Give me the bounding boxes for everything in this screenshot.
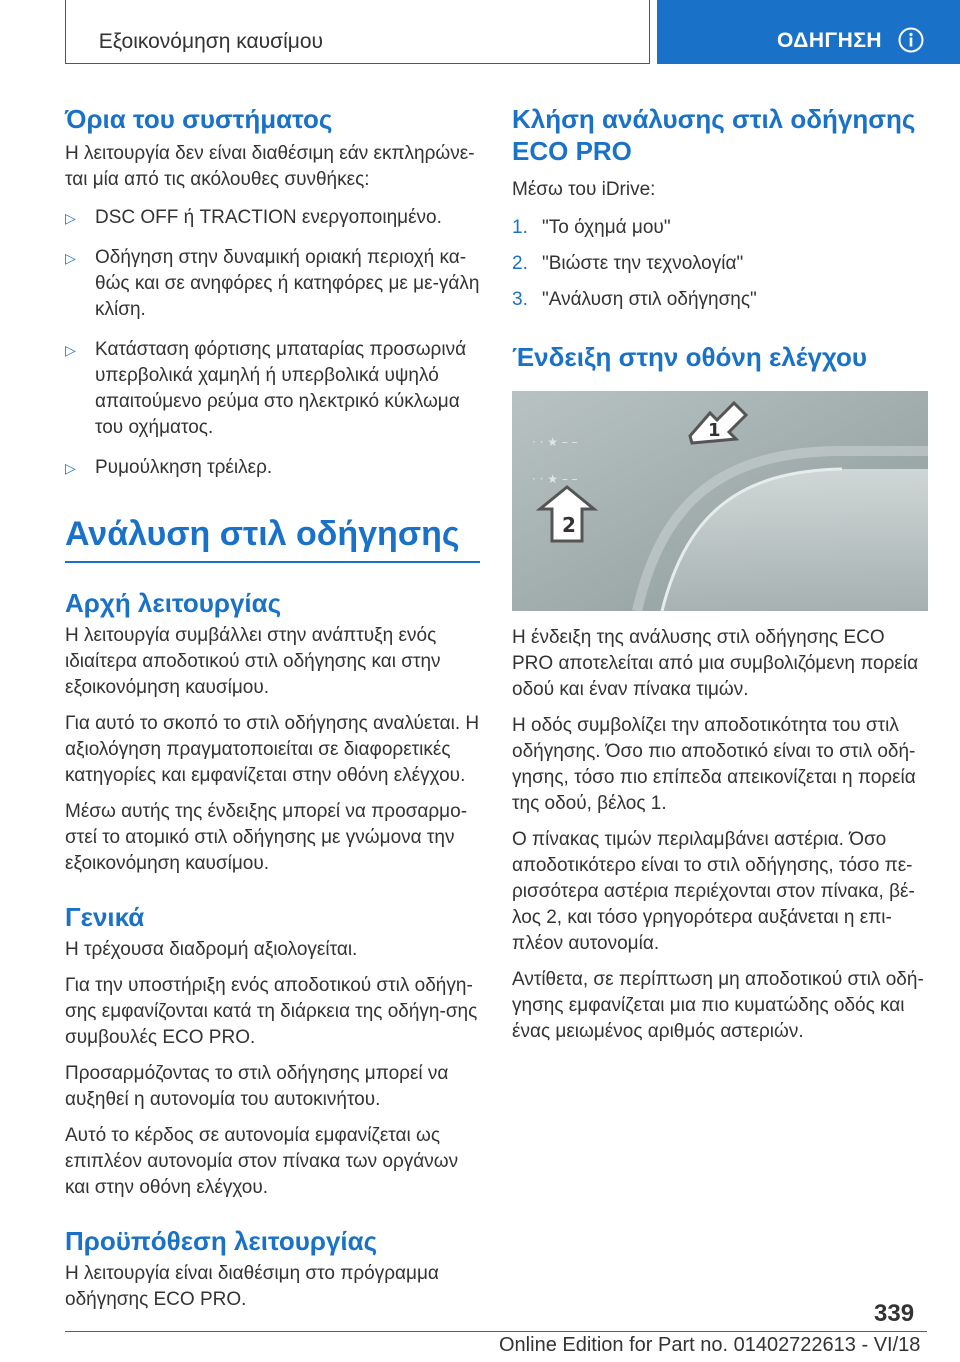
display-heading: Ένδειξη στην οθόνη ελέγχου <box>512 342 868 372</box>
limits-item-text: DSC OFF ή TRACTION ενεργοποιημένο. <box>95 207 442 228</box>
svg-text:· · ★ – –: · · ★ – – <box>532 435 578 449</box>
principle-paragraph: Για αυτό το σκοπό το στιλ οδήγησης αναλύεται. Η αξιολόγηση πραγματοποιείται σε διαφορετικές κατηγορίες και εμφανίζεται στην οθόνη ελέγχου. <box>65 713 480 786</box>
left-column <box>65 100 480 1313</box>
info-icon[interactable] <box>898 27 924 53</box>
figure-label-1: 1 <box>708 420 721 441</box>
limits-item-text: Κατάσταση φόρτισης μπαταρίας προσωρινά υπερβολικά χαμηλή ή υπερβολικά υψηλό απαιτούμενο ρεύμα στο ηλεκτρικό κύκλωμα του οχήματος. <box>95 339 467 438</box>
step-number: 3. <box>512 289 528 310</box>
bullet-triangle-icon: ▷ <box>65 210 76 226</box>
header-chapter-label: ΟΔΗΓΗΣΗ <box>777 29 883 52</box>
display-paragraph: Η ένδειξη της ανάλυσης στιλ οδήγησης ECO PRO αποτελείται από μια συμβολιζόμενη πορεία οδού και έναν πίνακα τιμών. <box>512 627 919 700</box>
principle-heading: Αρχή λειτουργίας <box>65 588 282 618</box>
principle-paragraph: Μέσω αυτής της ένδειξης μπορεί να προσαρμο-στεί το ατομικό στιλ οδήγησης με γνώμονα την εξοικονόμηση καυσίμου. <box>65 801 468 874</box>
limits-item-text: Οδήγηση στην δυναμική οριακή περιοχή κα-θώς και σε ανηφόρες ή κατηφόρες με με-γάλη κλίση. <box>95 247 480 320</box>
svg-text:· · ★ – –: · · ★ – – <box>532 472 578 486</box>
bullet-triangle-icon: ▷ <box>65 250 76 266</box>
call-step <box>512 251 928 277</box>
step-text: "Ανάλυση στιλ οδήγησης" <box>542 289 757 310</box>
limits-item <box>65 205 480 231</box>
header-chapter-tab[interactable] <box>657 0 960 64</box>
footer-divider <box>65 1331 927 1332</box>
header-section-title: Εξοικονόμηση καυσίμου <box>98 30 323 53</box>
limits-intro: Η λειτουργία δεν είναι διαθέσιμη εάν εκπληρώνε-ται μία από τις ακόλουθες συνθήκες: <box>65 143 475 190</box>
display-paragraph: Ο πίνακας τιμών περιλαμβάνει αστέρια. Όσο αποδοτικότερο είναι το στιλ οδήγησης, τόσο πε-ρισσότερα αστέρια περιέχονται στον πίνακα, βέ-λος 2, και τόσο γρηγορότερα αυξάνεται η επι-πλέον αυτονομία. <box>512 829 915 954</box>
principle-paragraph: Η λειτουργία συμβάλλει στην ανάπτυξη ενός ιδιαίτερα αποδοτικού στιλ οδήγησης και στην εξοικονόμηση καυσίμου. <box>65 625 441 698</box>
general-paragraph: Για την υποστήριξη ενός αποδοτικού στιλ οδήγη-σης εμφανίζονται κατά τη διάρκεια της οδήγη-σης συμβουλές ECO PRO. <box>65 975 478 1048</box>
bullet-triangle-icon: ▷ <box>65 342 76 358</box>
limits-item <box>65 455 480 481</box>
page-number: 339 <box>874 1300 915 1327</box>
bullet-triangle-icon: ▷ <box>65 460 76 476</box>
eco-pro-display-figure <box>512 391 928 611</box>
eco-pro-display-illustration <box>512 391 928 611</box>
general-paragraph: Προσαρμόζοντας το στιλ οδήγησης μπορεί να αυξηθεί η αυτονομία του αυτοκινήτου. <box>65 1063 449 1110</box>
prerequisite-heading: Προϋπόθεση λειτουργίας <box>65 1226 378 1256</box>
step-number: 2. <box>512 253 528 274</box>
figure-label-2: 2 <box>562 513 576 537</box>
step-text: "Βιώστε την τεχνολογία" <box>542 253 744 274</box>
limits-item <box>65 245 480 323</box>
call-step <box>512 287 928 313</box>
step-text: "Το όχημά μου" <box>542 217 671 238</box>
section-divider <box>65 561 480 563</box>
limits-heading: Όρια του συστήματος <box>65 104 333 134</box>
call-intro: Μέσω του iDrive: <box>512 179 656 200</box>
right-column <box>512 100 928 1045</box>
main-section-title: Ανάλυση στιλ οδήγησης <box>65 515 460 553</box>
step-number: 1. <box>512 217 528 238</box>
display-paragraph: Αντίθετα, σε περίπτωση μη αποδοτικού στιλ οδή-γησης εμφανίζεται μια πιο κυματώδης οδός και ένας μειωμένος αριθμός αστεριών. <box>512 969 924 1042</box>
general-paragraph: Αυτό το κέρδος σε αυτονομία εμφανίζεται ως επιπλέον αυτονομία στον πίνακα των οργάνων και στην οθόνη ελέγχου. <box>65 1125 459 1198</box>
footer-edition-text: Online Edition for Part no. 01402722613 - VI/18 <box>499 1334 921 1356</box>
call-heading: Κλήση ανάλυσης στιλ οδήγησης ECO PRO <box>512 104 916 166</box>
general-heading: Γενικά <box>65 902 145 932</box>
general-paragraph: Η τρέχουσα διαδρομή αξιολογείται. <box>65 939 358 960</box>
prerequisite-paragraph: Η λειτουργία είναι διαθέσιμη στο πρόγραμμα οδήγησης ECO PRO. <box>65 1263 439 1310</box>
call-step <box>512 215 928 241</box>
display-paragraph: Η οδός συμβολίζει την αποδοτικότητα του στιλ οδήγησης. Όσο πιο αποδοτικό είναι το στιλ οδή-γησης, τόσο πιο επίπεδα απεικονίζεται η πορεία της οδού, βέλος 1. <box>512 715 916 814</box>
header-section-box <box>65 0 650 64</box>
limits-item-text: Ρυμούλκηση τρέιλερ. <box>95 457 273 478</box>
limits-item <box>65 337 480 441</box>
